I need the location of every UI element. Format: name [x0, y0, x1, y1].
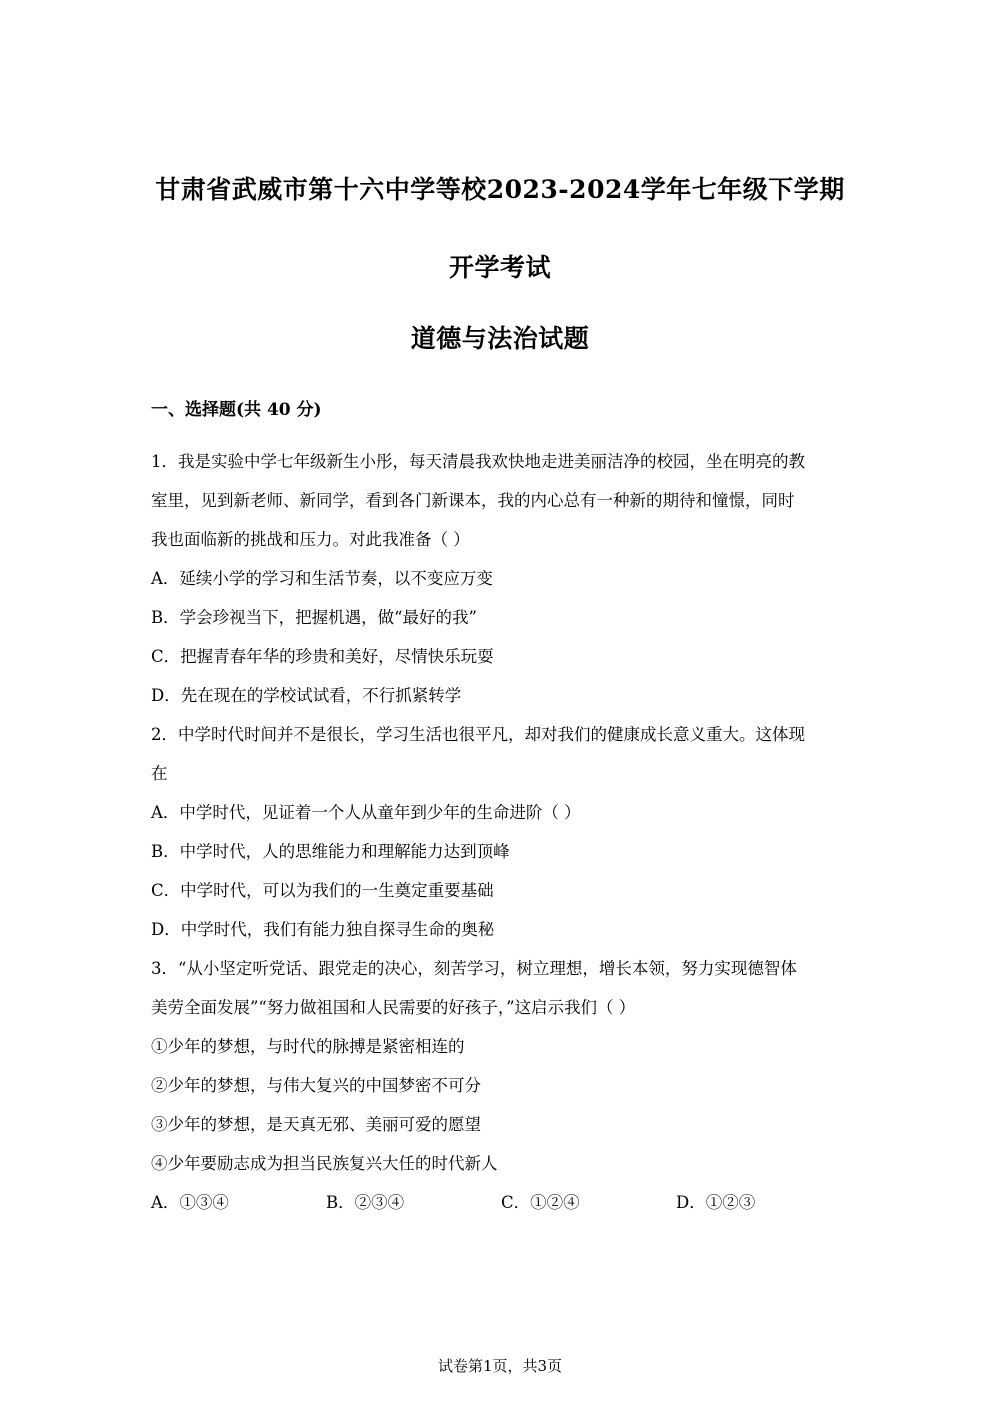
q1-option-b: B．学会珍视当下，把握机遇，做“最好的我”	[151, 608, 477, 627]
q1-stem-line1: 1．我是实验中学七年级新生小彤，每天清晨我欢快地走进美丽洁净的校园，坐在明亮的教	[151, 452, 805, 471]
q2-stem-line2: 在	[151, 764, 168, 783]
q3-stem-line1: 3．“从小坚定听党话、跟党走的决心，刻苦学习，树立理想，增长本领，努力实现德智体	[151, 959, 797, 978]
q3-option-b: B．②③④	[326, 1193, 405, 1212]
q3-statement-2: ②少年的梦想，与伟大复兴的中国梦密不可分	[151, 1076, 481, 1095]
exam-title-line1: 甘肃省武威市第十六中学等校2023-2024学年七年级下学期	[155, 175, 845, 204]
page-footer: 试卷第1页，共3页	[437, 1357, 563, 1375]
exam-subject-title: 道德与法治试题	[410, 324, 590, 353]
q2-option-c: C．中学时代，可以为我们的一生奠定重要基础	[151, 881, 494, 900]
q3-statement-1: ①少年的梦想，与时代的脉搏是紧密相连的	[151, 1037, 465, 1056]
q3-statement-4: ④少年要励志成为担当民族复兴大任的时代新人	[151, 1154, 498, 1173]
q2-option-a: A．中学时代，见证着一个人从童年到少年的生命进阶（ ）	[151, 803, 581, 822]
q1-option-a: A．延续小学的学习和生活节奏，以不变应万变	[151, 569, 493, 588]
q3-option-a: A．①③④	[151, 1193, 229, 1212]
q1-option-d: D．先在现在的学校试试看，不行抓紧转学	[151, 686, 462, 705]
q3-statement-3: ③少年的梦想，是天真无邪、美丽可爱的愿望	[151, 1115, 481, 1134]
q2-option-d: D．中学时代，我们有能力独自探寻生命的奥秘	[151, 920, 495, 939]
q1-stem-line3: 我也面临新的挑战和压力。对此我准备（ ）	[151, 530, 470, 549]
q3-stem-line2: 美劳全面发展”“努力做祖国和人民需要的好孩子，”这启示我们（ ）	[151, 998, 636, 1017]
q1-option-c: C．把握青春年华的珍贵和美好，尽情快乐玩耍	[151, 647, 494, 666]
q3-option-c: C．①②④	[501, 1193, 580, 1212]
q2-stem-line1: 2．中学时代时间并不是很长，学习生活也很平凡，却对我们的健康成长意义重大。这体现	[151, 725, 805, 744]
q1-stem-line2: 室里，见到新老师、新同学，看到各门新课本，我的内心总有一种新的期待和憧憬，同时	[151, 491, 795, 510]
exam-title-line2: 开学考试	[448, 253, 551, 282]
q2-option-b: B．中学时代，人的思维能力和理解能力达到顶峰	[151, 842, 510, 861]
section-heading: 一、选择题(共 40 分)	[151, 400, 322, 420]
q3-option-d: D．①②③	[676, 1193, 756, 1212]
